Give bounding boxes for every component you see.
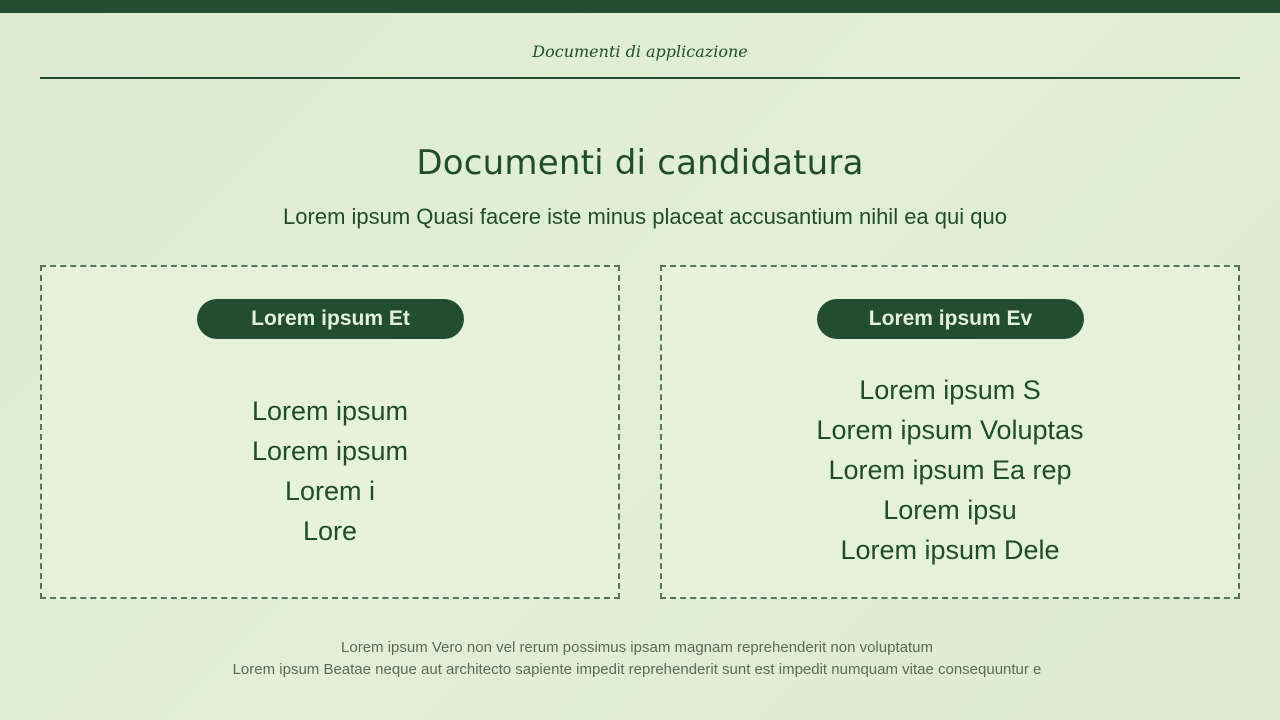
footer-line-2: Lorem ipsum Beatae neque aut architecto sapiente impedit reprehenderit sunt est impedit numquam vitae consequuntur e: [232, 661, 1042, 678]
list-item: Lore: [302, 516, 358, 546]
list-item: Lorem ipsum: [251, 396, 409, 426]
header-title: Documenti di applicazione: [532, 42, 748, 61]
panel-left-list: [42, 391, 618, 551]
header-divider: [40, 77, 1240, 79]
list-item: Lorem ipsum: [251, 436, 409, 466]
list-item: Lorem ipsum Ea rep: [828, 455, 1072, 485]
list-item: Lorem ipsum Dele: [840, 535, 1060, 565]
top-accent-bar: [0, 0, 1280, 13]
panel-right-list: [662, 370, 1238, 570]
page-subtitle: Lorem ipsum Quasi facere iste minus placeat accusantium nihil ea qui quo: [283, 204, 1007, 229]
list-item: Lorem ipsu: [883, 495, 1017, 525]
list-item: Lorem i: [284, 476, 376, 506]
panel-left: [40, 265, 620, 599]
page-title: Documenti di candidatura: [416, 143, 864, 183]
panel-left-label: Lorem ipsum Et: [197, 299, 464, 339]
panel-right: [660, 265, 1240, 599]
footer-line-1: Lorem ipsum Vero non vel rerum possimus ipsam magnam reprehenderit non voluptatum: [341, 639, 933, 656]
list-item: Lorem ipsum S: [859, 375, 1041, 405]
list-item: Lorem ipsum Voluptas: [816, 415, 1084, 445]
panel-right-label: Lorem ipsum Ev: [817, 299, 1084, 339]
